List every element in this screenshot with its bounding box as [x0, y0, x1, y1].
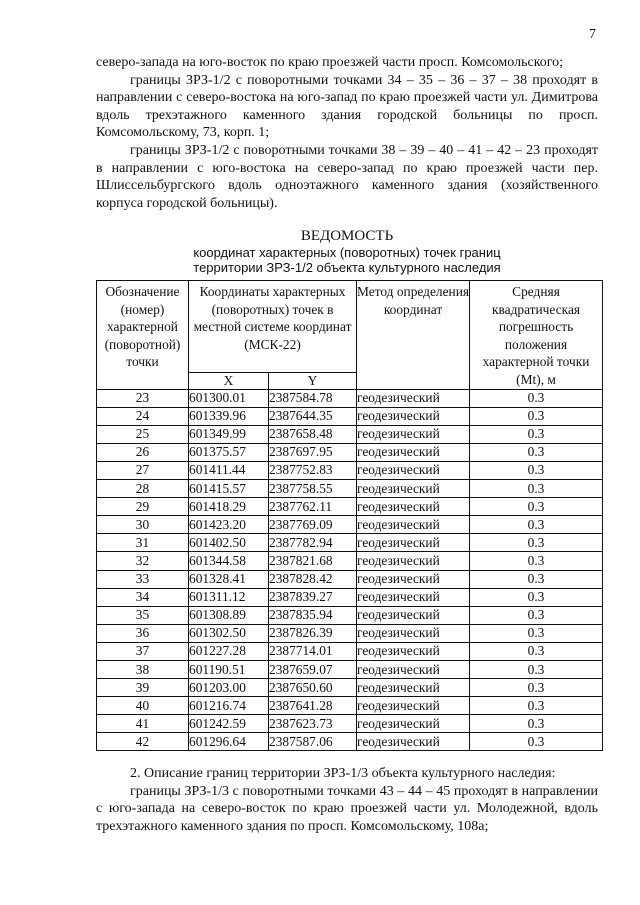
cell-point: 36	[97, 624, 189, 642]
bottom-text-block	[96, 765, 598, 835]
cell-method: геодезический	[357, 407, 470, 425]
cell-y: 2387762.11	[269, 498, 357, 516]
cell-y: 2387839.27	[269, 588, 357, 606]
cell-point: 33	[97, 570, 189, 588]
table-row	[97, 697, 603, 715]
cell-method: геодезический	[357, 534, 470, 552]
table-row	[97, 389, 603, 407]
header-x: X	[189, 372, 269, 389]
cell-error: 0.3	[470, 715, 603, 733]
paragraph-boundary-34-38: границы ЗРЗ-1/2 с поворотными точками 34 – 35 – 36 – 37 – 38 проходят в направлении с северо-востока на юго-запад по краю проезжей части ул. Димитрова вдоль трехэтажного каменного здания городской больницы по просп. Комсомольскому, 73, корп. 1;	[96, 72, 598, 141]
cell-x: 601308.89	[189, 606, 269, 624]
cell-y: 2387650.60	[269, 679, 357, 697]
cell-point: 25	[97, 425, 189, 443]
cell-point: 31	[97, 534, 189, 552]
cell-point: 27	[97, 461, 189, 479]
cell-x: 601242.59	[189, 715, 269, 733]
cell-error: 0.3	[470, 642, 603, 660]
cell-method: геодезический	[357, 552, 470, 570]
cell-error: 0.3	[470, 733, 603, 751]
cell-error: 0.3	[470, 679, 603, 697]
cell-method: геодезический	[357, 606, 470, 624]
cell-method: геодезический	[357, 679, 470, 697]
table-row	[97, 642, 603, 660]
cell-x: 601300.01	[189, 389, 269, 407]
cell-x: 601344.58	[189, 552, 269, 570]
cell-point: 39	[97, 679, 189, 697]
vedomost-title: ВЕДОМОСТЬ	[300, 228, 394, 244]
cell-y: 2387821.68	[269, 552, 357, 570]
table-row	[97, 480, 603, 498]
cell-error: 0.3	[470, 516, 603, 534]
cell-y: 2387828.42	[269, 570, 357, 588]
cell-x: 601423.20	[189, 516, 269, 534]
table-row	[97, 552, 603, 570]
cell-x: 601349.99	[189, 425, 269, 443]
cell-error: 0.3	[470, 660, 603, 678]
cell-point: 29	[97, 498, 189, 516]
cell-point: 23	[97, 389, 189, 407]
cell-error: 0.3	[470, 606, 603, 624]
cell-x: 601402.50	[189, 534, 269, 552]
cell-x: 601311.12	[189, 588, 269, 606]
cell-y: 2387752.83	[269, 461, 357, 479]
table-row	[97, 733, 603, 751]
table-row	[97, 588, 603, 606]
cell-method: геодезический	[357, 443, 470, 461]
cell-point: 32	[97, 552, 189, 570]
cell-y: 2387835.94	[269, 606, 357, 624]
header-point-number: Обозначение (номер) характерной (поворотной) точки	[97, 281, 189, 390]
cell-method: геодезический	[357, 516, 470, 534]
cell-method: геодезический	[357, 480, 470, 498]
cell-method: геодезический	[357, 461, 470, 479]
cell-method: геодезический	[357, 588, 470, 606]
header-coordinates: Координаты характерных (поворотных) точек в местной системе координат (МСК-22)	[189, 281, 357, 373]
cell-x: 601375.57	[189, 443, 269, 461]
cell-y: 2387659.07	[269, 660, 357, 678]
coordinates-table-body	[97, 389, 603, 751]
paragraph-boundary-43-45: границы ЗРЗ-1/3 с поворотными точками 43 – 44 – 45 проходят в направлении с юго-запада на северо-восток по краю проезжей части ул. Молодежной, вдоль трехэтажного каменного здания по просп. Комсомольскому, 108а;	[96, 783, 598, 834]
cell-error: 0.3	[470, 407, 603, 425]
table-row	[97, 679, 603, 697]
cell-method: геодезический	[357, 498, 470, 516]
cell-point: 24	[97, 407, 189, 425]
cell-method: геодезический	[357, 715, 470, 733]
cell-method: геодезический	[357, 660, 470, 678]
cell-method: геодезический	[357, 624, 470, 642]
cell-x: 601418.29	[189, 498, 269, 516]
cell-y: 2387644.35	[269, 407, 357, 425]
cell-point: 26	[97, 443, 189, 461]
cell-y: 2387782.94	[269, 534, 357, 552]
cell-y: 2387697.95	[269, 443, 357, 461]
cell-x: 601190.51	[189, 660, 269, 678]
cell-y: 2387769.09	[269, 516, 357, 534]
cell-method: геодезический	[357, 425, 470, 443]
cell-error: 0.3	[470, 389, 603, 407]
header-y: Y	[269, 372, 357, 389]
vedomost-subtitle-line2: территории ЗРЗ-1/2 объекта культурного наследия	[193, 260, 501, 275]
cell-y: 2387584.78	[269, 389, 357, 407]
cell-y: 2387714.01	[269, 642, 357, 660]
table-row	[97, 534, 603, 552]
header-error: Средняя квадратическая погрешность положения характерной точки (Mt), м	[470, 281, 603, 390]
table-row	[97, 516, 603, 534]
cell-point: 30	[97, 516, 189, 534]
cell-x: 601296.64	[189, 733, 269, 751]
cell-x: 601227.28	[189, 642, 269, 660]
cell-x: 601216.74	[189, 697, 269, 715]
cell-point: 37	[97, 642, 189, 660]
coordinates-table	[96, 280, 603, 751]
cell-error: 0.3	[470, 624, 603, 642]
table-row	[97, 570, 603, 588]
cell-point: 41	[97, 715, 189, 733]
cell-error: 0.3	[470, 443, 603, 461]
table-row	[97, 498, 603, 516]
page-number: 7	[589, 27, 596, 42]
cell-x: 601415.57	[189, 480, 269, 498]
top-text-block	[96, 54, 598, 212]
cell-error: 0.3	[470, 697, 603, 715]
table-row	[97, 461, 603, 479]
cell-method: геодезический	[357, 642, 470, 660]
paragraph-section-2-heading: 2. Описание границ территории ЗРЗ-1/3 объекта культурного наследия:	[130, 766, 556, 781]
cell-error: 0.3	[470, 534, 603, 552]
vedomost-heading	[96, 228, 598, 275]
cell-error: 0.3	[470, 425, 603, 443]
cell-point: 34	[97, 588, 189, 606]
cell-x: 601302.50	[189, 624, 269, 642]
paragraph-boundary-38-23: границы ЗРЗ-1/2 с поворотными точками 38 – 39 – 40 – 41 – 42 – 23 проходят в направлении с юго-востока на северо-запад по краю проезжей части пер. Шлиссельбургского вдоль одноэтажного каменного здания (хозяйственного корпуса городской больницы).	[96, 142, 598, 211]
cell-error: 0.3	[470, 570, 603, 588]
cell-x: 601339.96	[189, 407, 269, 425]
cell-point: 35	[97, 606, 189, 624]
cell-y: 2387826.39	[269, 624, 357, 642]
cell-x: 601203.00	[189, 679, 269, 697]
table-row	[97, 624, 603, 642]
cell-x: 601328.41	[189, 570, 269, 588]
cell-point: 42	[97, 733, 189, 751]
table-row	[97, 606, 603, 624]
cell-error: 0.3	[470, 461, 603, 479]
cell-x: 601411.44	[189, 461, 269, 479]
table-row	[97, 425, 603, 443]
cell-y: 2387623.73	[269, 715, 357, 733]
table-row	[97, 407, 603, 425]
cell-y: 2387641.28	[269, 697, 357, 715]
cell-error: 0.3	[470, 498, 603, 516]
cell-y: 2387587.06	[269, 733, 357, 751]
cell-method: геодезический	[357, 570, 470, 588]
cell-y: 2387758.55	[269, 480, 357, 498]
cell-point: 28	[97, 480, 189, 498]
cell-y: 2387658.48	[269, 425, 357, 443]
cell-error: 0.3	[470, 588, 603, 606]
header-method: Метод определения координат	[357, 281, 470, 390]
cell-error: 0.3	[470, 480, 603, 498]
cell-point: 38	[97, 660, 189, 678]
cell-error: 0.3	[470, 552, 603, 570]
paragraph-continuation: северо-запада на юго-восток по краю проезжей части просп. Комсомольского;	[96, 55, 564, 70]
table-row	[97, 715, 603, 733]
cell-point: 40	[97, 697, 189, 715]
cell-method: геодезический	[357, 697, 470, 715]
cell-method: геодезический	[357, 733, 470, 751]
vedomost-subtitle-line1: координат характерных (поворотных) точек границ	[193, 245, 501, 260]
table-row	[97, 443, 603, 461]
cell-method: геодезический	[357, 389, 470, 407]
table-row	[97, 660, 603, 678]
